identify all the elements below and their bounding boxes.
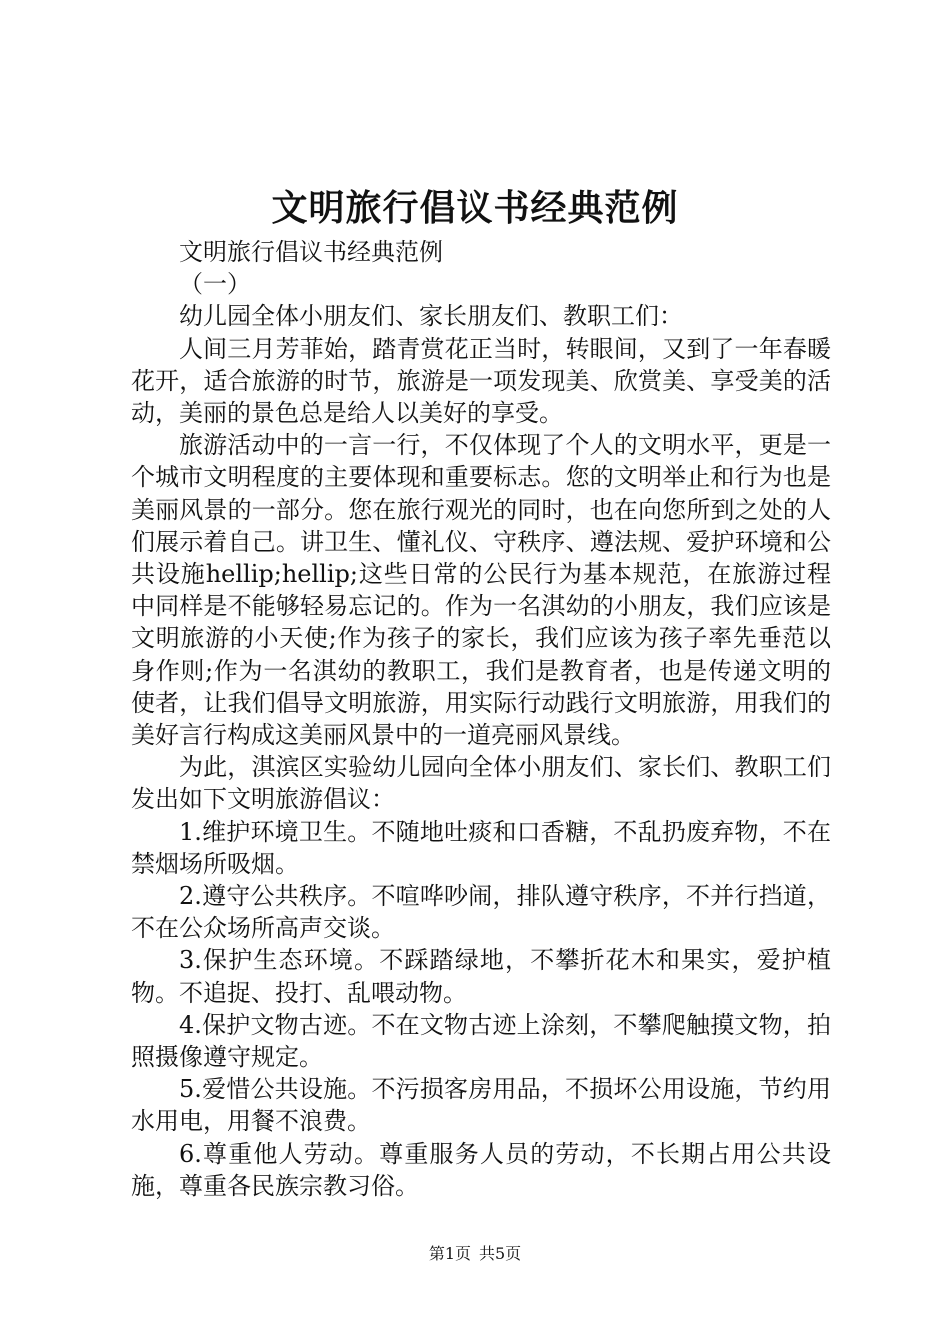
page-number: 第1页	[428, 1244, 471, 1263]
list-item: 6.尊重他人劳动。尊重服务人员的劳动，不长期占用公共设施，尊重各民族宗教习俗。	[131, 1139, 831, 1200]
paragraph-subtitle: 文明旅行倡议书经典范例	[179, 238, 443, 266]
paragraph-proposal-intro: 为此，淇滨区实验幼儿园向全体小朋友们、家长们、教职工们发出如下文明旅游倡议：	[131, 753, 831, 814]
list-item: 2.遵守公共秩序。不喧哗吵闹，排队遵守秩序，不并行挡道，不在公众场所高声交谈。	[131, 882, 831, 943]
document-body	[131, 236, 831, 1202]
list-item: 3.保护生态环境。不踩踏绿地，不攀折花木和果实，爱护植物。不追捉、投打、乱喂动物。	[131, 946, 831, 1007]
page-footer	[0, 1244, 950, 1264]
page-total: 共5页	[479, 1244, 522, 1263]
document-title: 文明旅行倡议书经典范例	[271, 187, 679, 229]
list-item: 1.维护环境卫生。不随地吐痰和口香糖，不乱扔废弃物，不在禁烟场所吸烟。	[131, 817, 831, 878]
paragraph-salutation: 幼儿园全体小朋友们、家长朋友们、教职工们：	[179, 302, 683, 331]
list-item: 5.爱惜公共设施。不污损客房用品，不损坏公用设施，节约用水用电，用餐不浪费。	[131, 1075, 831, 1136]
paragraph-intro: 人间三月芳菲始，踏青赏花正当时，转眼间，又到了一年春暖花开，适合旅游的时节，旅游是一项发现美、欣赏美、享受美的活动，美丽的景色总是给人以美好的享受。	[131, 334, 831, 428]
paragraph-section-number: （一）	[179, 270, 251, 299]
list-item: 4.保护文物古迹。不在文物古迹上涂刻，不攀爬触摸文物，拍照摄像遵守规定。	[131, 1010, 831, 1072]
paragraph-body: 旅游活动中的一言一行，不仅体现了个人的文明水平，更是一个城市文明程度的主要体现和重要标志。您的文明举止和行为也是美丽风景的一部分。您在旅行观光的同时，也在向您所到之处的人们展示着自己。讲卫生、懂礼仪、守秩序、遵法规、爱护环境和公共设施hellip;hellip;这些日常的公民行为基本规范，在旅游过程中同样是不能够轻易忘记的。作为一名淇幼的小朋友，我们应该是文明旅游的小天使;作为孩子的家长，我们应该为孩子率先垂范以身作则;作为一名淇幼的教职工，我们是教育者，也是传递文明的使者，让我们倡导文明旅游，用实际行动践行文明旅游，用我们的美好言行构成这美丽风景中的一道亮丽风景线。	[131, 431, 831, 750]
